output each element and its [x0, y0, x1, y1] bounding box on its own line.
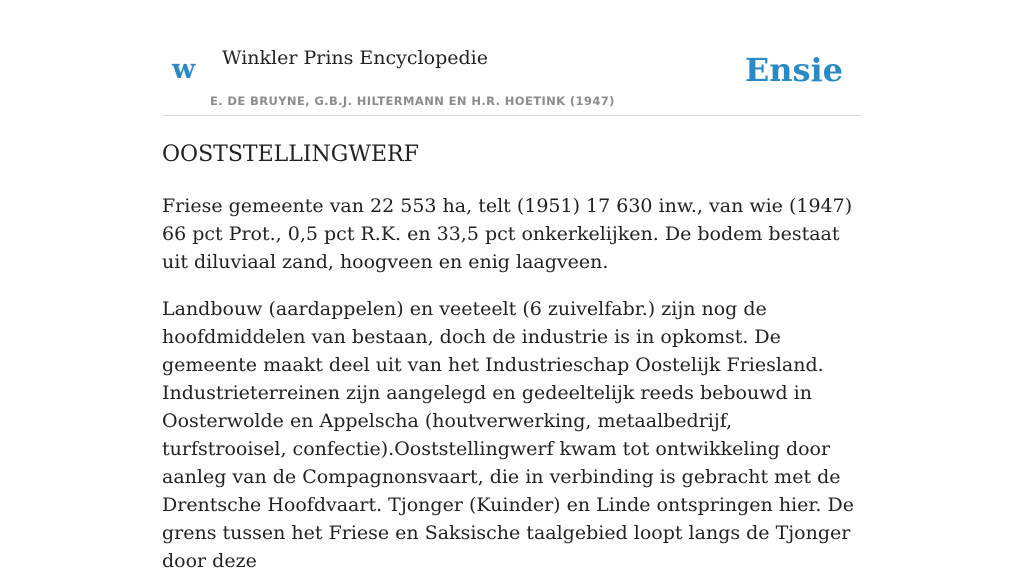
winkler-prins-logo[interactable]: w	[172, 54, 196, 85]
ensie-logo-link[interactable]: Ensie	[744, 51, 843, 89]
article-paragraph: Landbouw (aardappelen) en veeteelt (6 zuivelfabr.) zijn nog de hoofdmiddelen van bestaan, doch de industrie is in opkomst. De gemeente maakt deel uit van het Industrieschap Oostelijk Friesland. Industrieterreinen zijn aangelegd en gedeeltelijk reeds bebouwd in Oosterwolde en Appelscha (houtverwerking, metaalbedrijf, turfstrooisel, confectie).Ooststellingwerf kwam tot ontwikkeling door aanleg van de Compagnonsvaart, die in verbinding is gebracht met de Drentsche Hoofdvaart. Tjonger (Kuinder) en Linde ontspringen hier. De grens tussen het Friese en Saksische taalgebied loopt langs de Tjonger door deze	[162, 298, 854, 572]
article-paragraph: Friese gemeente van 22 553 ha, telt (1951) 17 630 inw., van wie (1947) 66 pct Prot., 0,5 pct R.K. en 33,5 pct onkerkelijken. De bodem bestaat uit diluviaal zand, hoogveen en enig laagveen.	[162, 195, 853, 273]
publication-title[interactable]: Winkler Prins Encyclopedie	[222, 47, 488, 69]
article-title: OOSTSTELLINGWERF	[162, 142, 419, 167]
publication-authors: E. DE BRUYNE, G.B.J. HILTERMANN EN H.R. HOETINK (1947)	[210, 94, 615, 108]
page	[162, 0, 862, 572]
site-header	[162, 0, 862, 116]
